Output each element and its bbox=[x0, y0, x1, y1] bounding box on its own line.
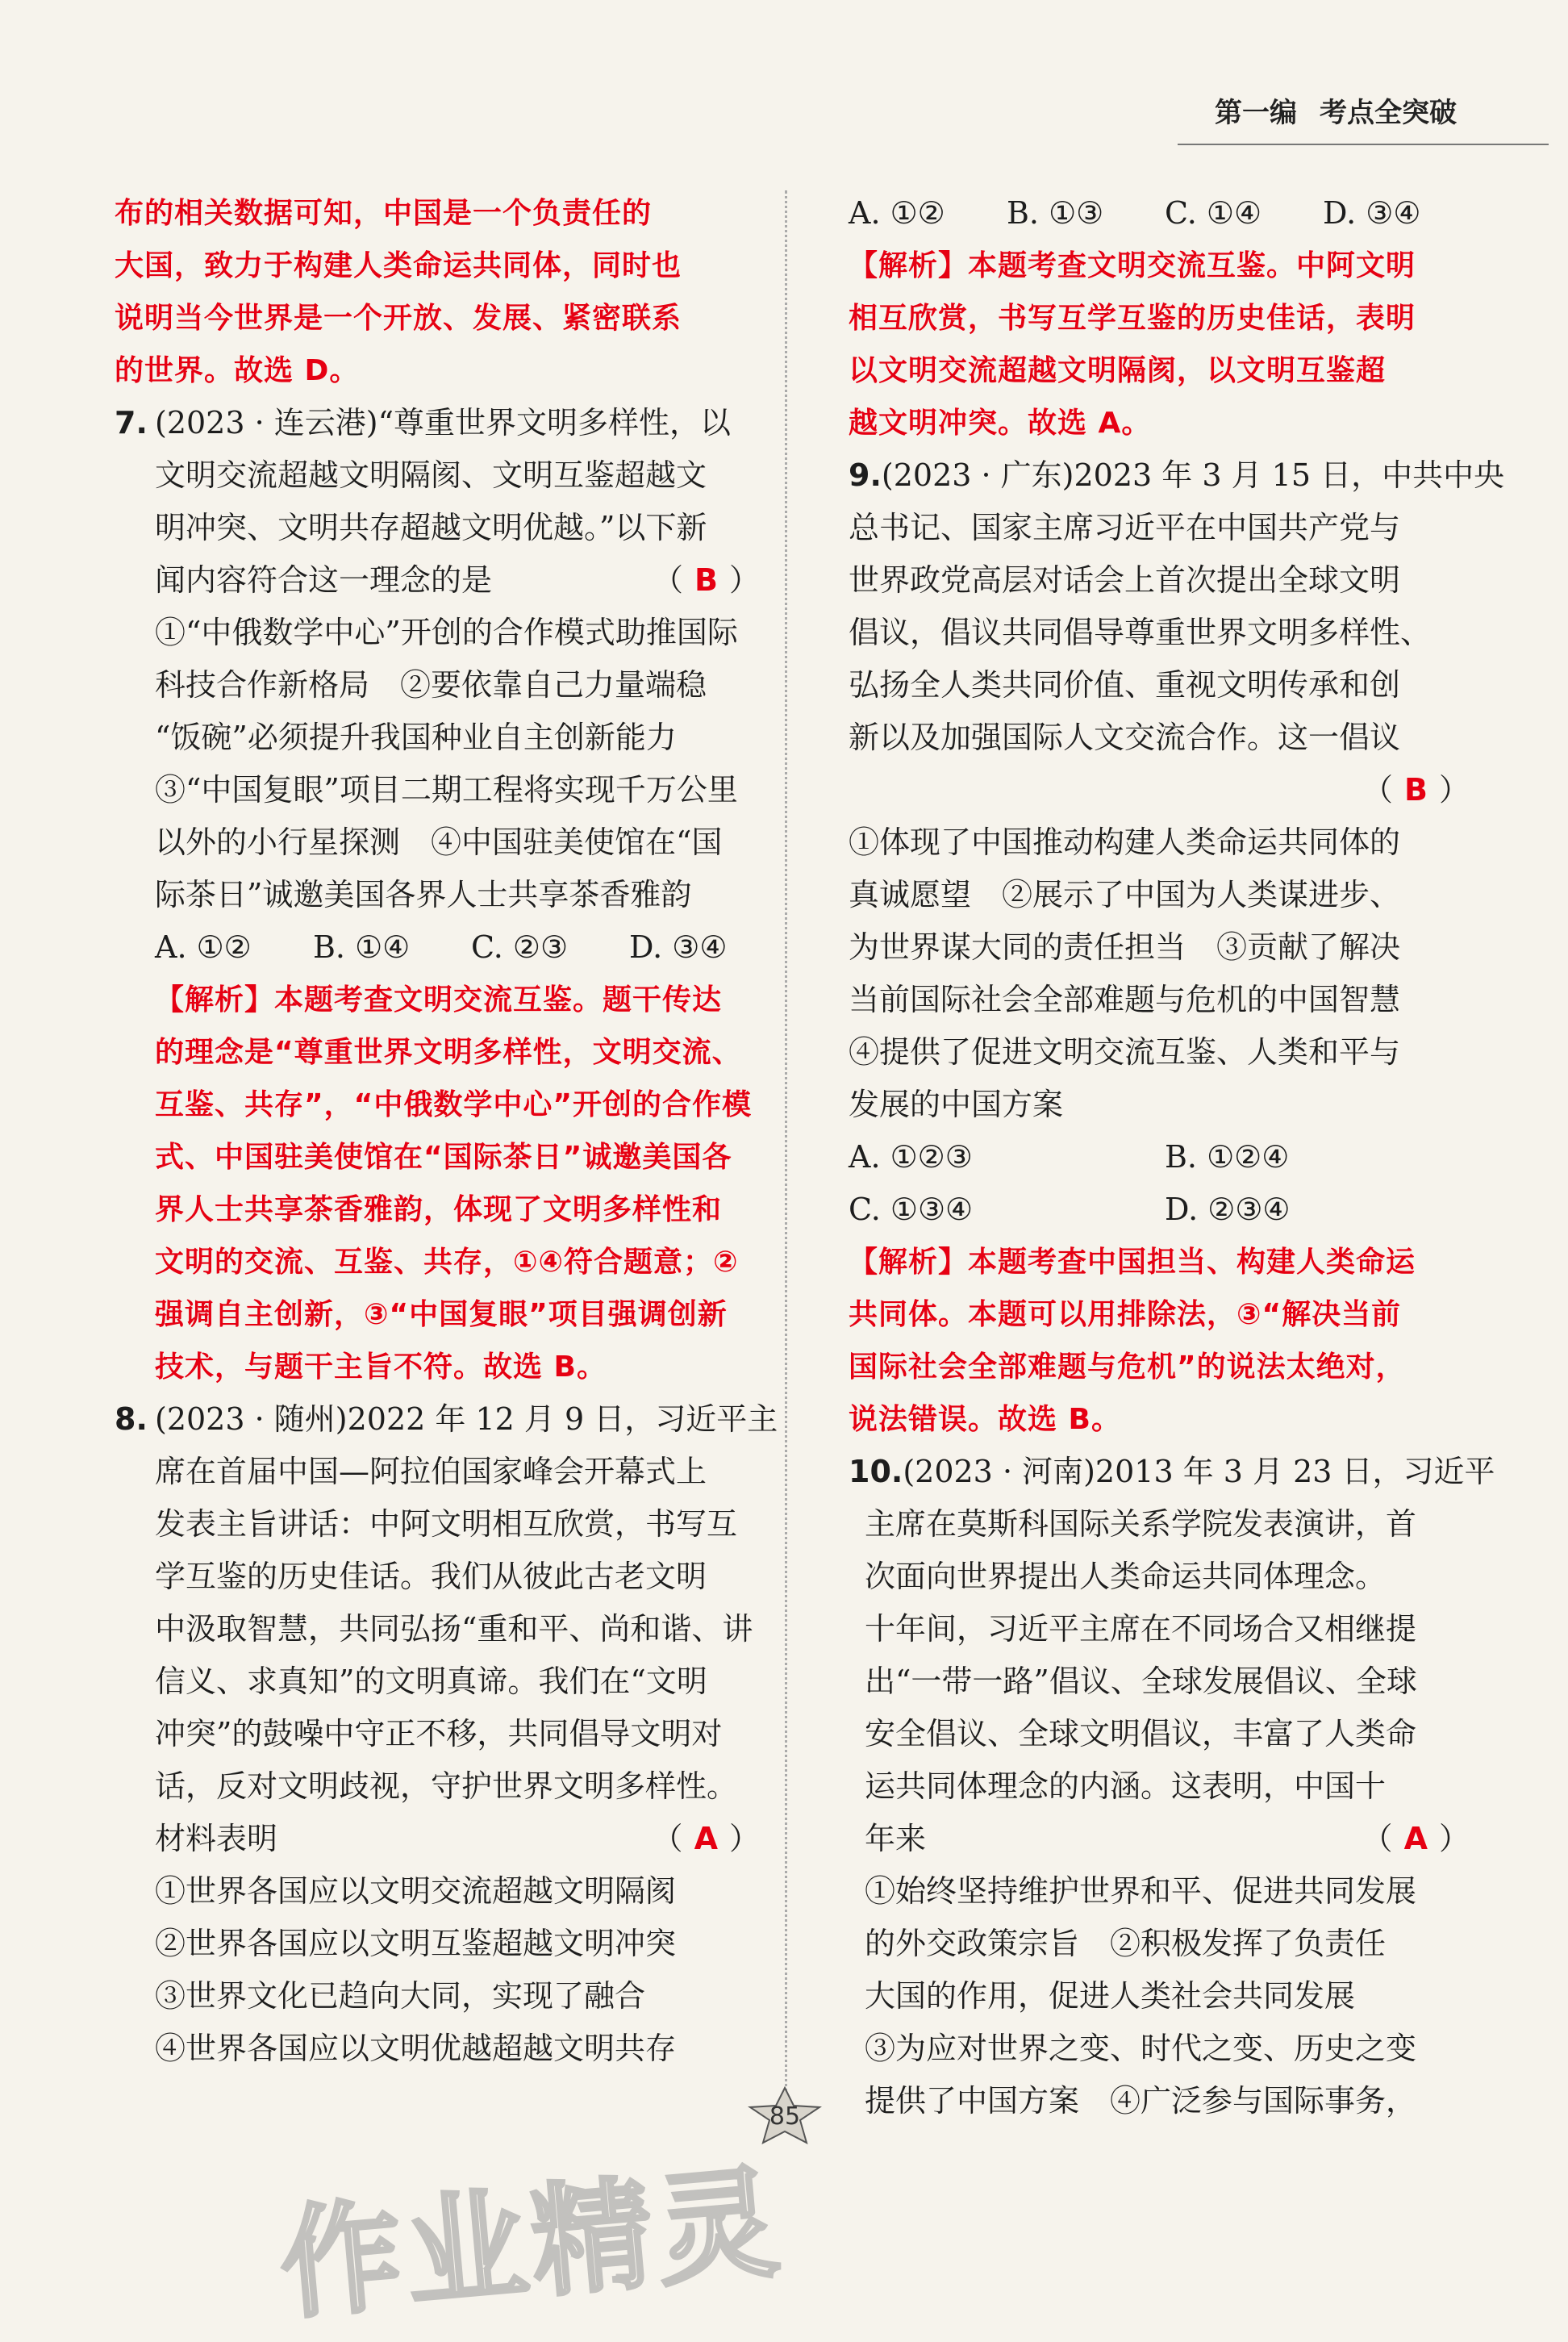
item-line: 真诚愿望 ②展示了中国为人类谋进步、 bbox=[849, 877, 1401, 912]
explanation-line: 国际社会全部难题与危机”的说法太绝对， bbox=[849, 1351, 1406, 1384]
option-c: C. ②③ bbox=[471, 929, 569, 965]
item-line: ③世界文化已趋向大同，实现了融合 bbox=[155, 1978, 646, 2014]
question-number: 7. bbox=[115, 405, 148, 440]
explanation-line: 共同体。本题可以用排除法，③“解决当前 bbox=[849, 1298, 1402, 1331]
stem-line: 次面向世界提出人类命运共同体理念。 bbox=[865, 1559, 1387, 1594]
option-c: C. ①④ bbox=[1165, 195, 1262, 231]
stem-line: (2023 · 河南)2013 年 3 月 23 日，习近平 bbox=[903, 1454, 1495, 1489]
option-b: B. ①②④ bbox=[1165, 1139, 1290, 1175]
stem-line: 材料表明 bbox=[155, 1821, 278, 1856]
running-header bbox=[1215, 90, 1457, 130]
stem-line: 闻内容符合这一理念的是 bbox=[155, 562, 493, 598]
item-line: 发展的中国方案 bbox=[849, 1087, 1064, 1122]
stem-line: 世界政党高层对话会上首次提出全球文明 bbox=[849, 562, 1401, 598]
explanation-line: 文明的交流、互鉴、共存，①④符合题意；② bbox=[155, 1246, 739, 1279]
explanation-line: 技术，与题干主旨不符。故选 B。 bbox=[155, 1351, 607, 1384]
answer-letter: B bbox=[1404, 772, 1428, 808]
item-line: ①始终坚持维护世界和平、促进共同发展 bbox=[865, 1873, 1417, 1909]
explanation-line: 大国，致力于构建人类命运共同体，同时也 bbox=[115, 249, 682, 282]
item-line: 为世界谋大同的责任担当 ③贡献了解决 bbox=[849, 929, 1401, 965]
explanation-line: 以文明交流超越文明隔阂，以文明互鉴超 bbox=[849, 354, 1387, 387]
item-line: 大国的作用，促进人类社会共同发展 bbox=[865, 1978, 1356, 2014]
answer-bracket: （ A ） bbox=[652, 1821, 760, 1856]
item-line: ④世界各国应以文明优越超越文明共存 bbox=[155, 2031, 677, 2066]
item-line: 科技合作新格局 ②要依靠自己力量端稳 bbox=[155, 667, 707, 703]
answer-letter: B bbox=[694, 562, 718, 598]
item-line: 当前国际社会全部难题与危机的中国智慧 bbox=[849, 982, 1401, 1017]
explanation-line: 的世界。故选 D。 bbox=[115, 354, 360, 387]
stem-line: 运共同体理念的内涵。这表明，中国十 bbox=[865, 1768, 1387, 1804]
stem-line: 弘扬全人类共同价值、重视文明传承和创 bbox=[849, 667, 1401, 703]
option-b: B. ①③ bbox=[1007, 195, 1104, 231]
explanation-line: 互鉴、共存”，“中俄数学中心”开创的合作模 bbox=[155, 1088, 752, 1121]
explanation-line: 越文明冲突。故选 A。 bbox=[849, 407, 1152, 440]
explanation-line: 式、中国驻美使馆在“国际茶日”诚邀美国各 bbox=[155, 1141, 732, 1174]
stem-line: 十年间，习近平主席在不同场合又相继提 bbox=[865, 1611, 1417, 1647]
watermark bbox=[274, 2138, 789, 2336]
explanation-line: 【解析】本题考查文明交流互鉴。中阿文明 bbox=[849, 249, 1416, 282]
stem-line: (2023 · 广东)2023 年 3 月 15 日，中共中央 bbox=[881, 457, 1505, 493]
explanation-line: 【解析】本题考查文明交流互鉴。题干传达 bbox=[155, 983, 723, 1017]
header-part: 第一编 bbox=[1215, 97, 1297, 129]
options-row bbox=[849, 1184, 1470, 1236]
explanation-line: 强调自主创新，③“中国复眼”项目强调创新 bbox=[155, 1298, 728, 1331]
item-line: ③“中国复眼”项目二期工程将实现千万公里 bbox=[155, 772, 738, 808]
item-line: ①世界各国应以文明交流超越文明隔阂 bbox=[155, 1873, 677, 1909]
stem-line: 学互鉴的历史佳话。我们从彼此古老文明 bbox=[155, 1559, 707, 1594]
left-column bbox=[115, 187, 778, 2075]
right-column bbox=[849, 187, 1505, 2127]
watermark-text: 作业精灵 bbox=[274, 2152, 789, 2336]
stem-line: 安全倡议、全球文明倡议，丰富了人类命 bbox=[865, 1716, 1417, 1751]
answer-letter: A bbox=[694, 1821, 718, 1856]
item-line: ③为应对世界之变、时代之变、历史之变 bbox=[865, 2031, 1417, 2066]
question-number: 9. bbox=[849, 457, 882, 493]
item-line: ①体现了中国推动构建人类命运共同体的 bbox=[849, 825, 1401, 860]
option-a: A. ①② bbox=[849, 195, 945, 231]
option-d: D. ②③④ bbox=[1165, 1192, 1291, 1227]
option-d: D. ③④ bbox=[629, 929, 728, 965]
options-row bbox=[849, 1131, 1470, 1184]
header-rule bbox=[1178, 144, 1549, 145]
explanation-line: 说明当今世界是一个开放、发展、紧密联系 bbox=[115, 302, 682, 335]
stem-line: 文明交流超越文明隔阂、文明互鉴超越文 bbox=[155, 457, 707, 493]
item-line: 际茶日”诚邀美国各界人士共享茶香雅韵 bbox=[155, 877, 692, 912]
stem-line: 席在首届中国—阿拉伯国家峰会开幕式上 bbox=[155, 1454, 707, 1489]
page-number: 85 bbox=[769, 2102, 801, 2131]
explanation-line: 【解析】本题考查中国担当、构建人类命运 bbox=[849, 1246, 1416, 1279]
question-number: 10. bbox=[849, 1454, 903, 1489]
stem-line: 主席在莫斯科国际关系学院发表演讲，首 bbox=[865, 1506, 1417, 1542]
stem-line: 年来 bbox=[865, 1821, 927, 1856]
item-line: “饭碗”必须提升我国种业自主创新能力 bbox=[155, 720, 677, 755]
option-b: B. ①④ bbox=[313, 929, 411, 965]
options-row bbox=[849, 187, 1470, 240]
item-line: ②世界各国应以文明互鉴超越文明冲突 bbox=[155, 1926, 677, 1961]
stem-line: (2023 · 随州)2022 年 12 月 9 日，习近平主 bbox=[155, 1401, 778, 1437]
question-7 bbox=[115, 397, 760, 1393]
stem-line: 中汲取智慧，共同弘扬“重和平、尚和谐、讲 bbox=[155, 1611, 753, 1647]
item-line: 提供了中国方案 ④广泛参与国际事务， bbox=[865, 2083, 1417, 2119]
question-number: 8. bbox=[115, 1401, 148, 1437]
header-section: 考点全突破 bbox=[1320, 97, 1457, 129]
question-9 bbox=[849, 449, 1505, 1446]
option-d: D. ③④ bbox=[1323, 195, 1421, 231]
answer-bracket: （ A ） bbox=[1362, 1821, 1470, 1856]
prev-explanation bbox=[115, 187, 760, 397]
answer-bracket: （ B ） bbox=[653, 562, 760, 598]
explanation-line: 说法错误。故选 B。 bbox=[849, 1403, 1121, 1436]
column-divider bbox=[785, 190, 787, 2127]
option-a: A. ①② bbox=[155, 929, 252, 965]
option-c: C. ①③④ bbox=[849, 1192, 974, 1227]
option-a: A. ①②③ bbox=[849, 1139, 973, 1175]
stem-line: 话，反对文明歧视，守护世界文明多样性。 bbox=[155, 1768, 738, 1804]
item-line: 以外的小行星探测 ④中国驻美使馆在“国 bbox=[155, 825, 723, 860]
stem-line: 出“一带一路”倡议、全球发展倡议、全球 bbox=[865, 1664, 1417, 1699]
stem-line: 明冲突、文明共存超越文明优越。”以下新 bbox=[155, 510, 707, 545]
item-line: ①“中俄数学中心”开创的合作模式助推国际 bbox=[155, 615, 738, 650]
stem-line: 倡议，倡议共同倡导尊重世界文明多样性、 bbox=[849, 615, 1432, 650]
explanation-line: 的理念是“尊重世界文明多样性，文明交流、 bbox=[155, 1036, 742, 1069]
question-10 bbox=[849, 1446, 1495, 2127]
item-line: 的外交政策宗旨 ②积极发挥了负责任 bbox=[865, 1926, 1387, 1961]
explanation-line: 相互欣赏，书写互学互鉴的历史佳话，表明 bbox=[849, 302, 1416, 335]
options-row bbox=[115, 921, 760, 974]
stem-line: 信义、求真知”的文明真谛。我们在“文明 bbox=[155, 1664, 707, 1699]
explanation-line: 界人士共享茶香雅韵，体现了文明多样性和 bbox=[155, 1193, 723, 1226]
explanation-line: 布的相关数据可知，中国是一个负责任的 bbox=[115, 197, 653, 230]
stem-line: 新以及加强国际人文交流合作。这一倡议 bbox=[849, 720, 1401, 755]
answer-bracket: （ B ） bbox=[1362, 772, 1470, 808]
stem-line: (2023 · 连云港)“尊重世界文明多样性，以 bbox=[155, 405, 732, 440]
stem-line: 总书记、国家主席习近平在中国共产党与 bbox=[849, 510, 1401, 545]
stem-line: 发表主旨讲话：中阿文明相互欣赏，书写互 bbox=[155, 1506, 738, 1542]
stem-line: 冲突”的鼓噪中守正不移，共同倡导文明对 bbox=[155, 1716, 723, 1751]
question-8 bbox=[115, 1393, 778, 2075]
answer-letter: A bbox=[1403, 1821, 1428, 1856]
item-line: ④提供了促进文明交流互鉴、人类和平与 bbox=[849, 1034, 1401, 1070]
